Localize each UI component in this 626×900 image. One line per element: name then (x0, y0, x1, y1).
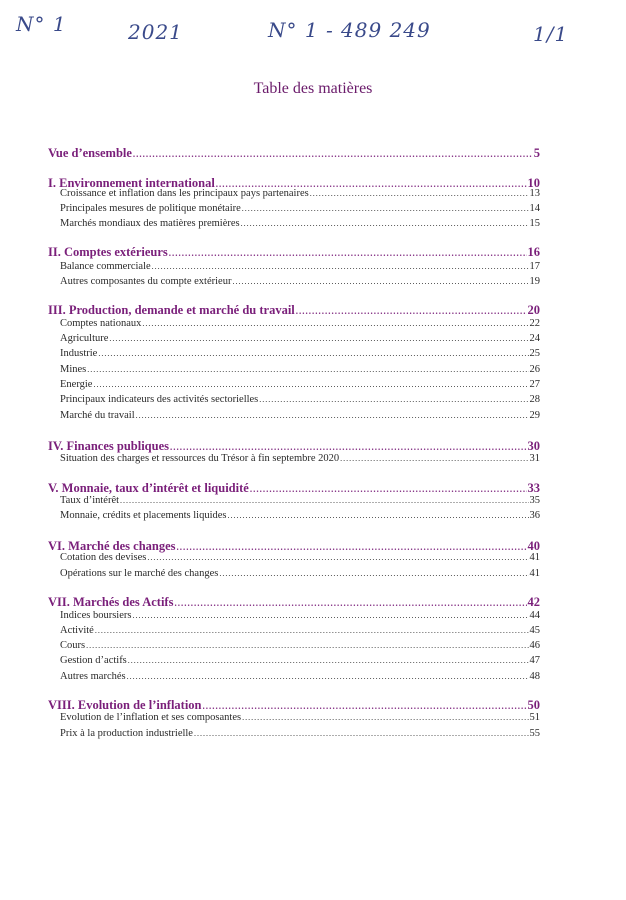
leader-dots (194, 729, 529, 738)
toc-subsection-entry (60, 453, 540, 464)
toc-subsection-entry (60, 552, 540, 563)
toc-subsection-entry (60, 348, 540, 359)
leader-dots (228, 511, 529, 520)
toc-subsection-entry (60, 261, 540, 272)
toc-entry-label: Autres composantes du compte extérieur (60, 276, 232, 287)
toc-entry-page: 33 (527, 481, 540, 495)
toc-subsection-entry (60, 203, 540, 214)
leader-dots (133, 149, 533, 159)
leader-dots (219, 569, 528, 578)
leader-dots (232, 277, 528, 286)
handwritten-reference: N° 1 - 489 249 (268, 18, 431, 42)
page-title: Table des matières (253, 80, 373, 97)
toc-entry-label: Cotation des devises (60, 552, 147, 563)
toc-entry-label: Prix à la production industrielle (60, 728, 193, 739)
toc-entry-label: Marchés mondiaux des matières premières (60, 218, 240, 229)
toc-entry-page: 25 (529, 348, 540, 359)
toc-entry-label: Indices boursiers (60, 610, 132, 621)
toc-entry-page: 16 (527, 245, 540, 259)
toc-entry-page: 41 (529, 568, 540, 579)
toc-entry-label: Autres marchés (60, 671, 126, 682)
leader-dots (310, 189, 529, 198)
leader-dots (203, 701, 527, 711)
leader-dots (241, 219, 529, 228)
toc-subsection-entry (60, 276, 540, 287)
toc-entry-page: 36 (529, 510, 540, 521)
toc-subsection-entry (60, 410, 540, 421)
toc-entry-label: Industrie (60, 348, 98, 359)
toc-section-entry (48, 245, 540, 260)
toc-entry-page: 47 (529, 655, 540, 666)
toc-entry-page: 45 (529, 625, 540, 636)
toc-entry-page: 42 (527, 595, 540, 609)
toc-entry-label: Monnaie, crédits et placements liquides (60, 510, 227, 521)
toc-entry-page: 5 (533, 146, 540, 160)
leader-dots (169, 248, 527, 258)
toc-entry-label: Balance commerciale (60, 261, 151, 272)
toc-entry-page: 10 (527, 176, 540, 190)
toc-entry-label: Mines (60, 364, 87, 375)
leader-dots (86, 641, 528, 650)
toc-entry-label: III. Production, demande et marché du travail (48, 303, 295, 317)
leader-dots (242, 204, 529, 213)
toc-entry-label: Croissance et inflation dans les principaux pays partenaires (60, 188, 309, 199)
leader-dots (132, 611, 528, 620)
toc-subsection-entry (60, 510, 540, 521)
toc-entry-label: VII. Marchés des Actifs (48, 595, 174, 609)
toc-entry-label: Taux d’intérêt (60, 495, 120, 506)
toc-entry-page: 35 (529, 495, 540, 506)
leader-dots (93, 380, 528, 389)
toc-entry-page: 14 (529, 203, 540, 214)
toc-entry-label: I. Environnement international (48, 176, 215, 190)
leader-dots (296, 306, 527, 316)
toc-entry-label: Opérations sur le marché des changes (60, 568, 219, 579)
toc-entry-label: Marché du travail (60, 410, 135, 421)
toc-entry-label: Evolution de l’inflation et ses composantes (60, 712, 242, 723)
leader-dots (174, 598, 526, 608)
toc-entry-page: 55 (529, 728, 540, 739)
toc-subsection-entry (60, 379, 540, 390)
leader-dots (128, 656, 529, 665)
leader-dots (87, 365, 528, 374)
leader-dots (259, 395, 528, 404)
toc-entry-page: 13 (529, 188, 540, 199)
toc-subsection-entry (60, 640, 540, 651)
leader-dots (242, 713, 528, 722)
leader-dots (147, 553, 528, 562)
leader-dots (152, 262, 529, 271)
toc-entry-label: Agriculture (60, 333, 109, 344)
leader-dots (127, 672, 529, 681)
leader-dots (95, 626, 529, 635)
toc-section-entry (48, 439, 540, 454)
toc-entry-label: Principales mesures de politique monétaire (60, 203, 241, 214)
toc-entry-page: 46 (529, 640, 540, 651)
toc-entry-page: 41 (529, 552, 540, 563)
toc-entry-page: 28 (529, 394, 540, 405)
toc-subsection-entry (60, 728, 540, 739)
toc-entry-label: Vue d’ensemble (48, 146, 132, 160)
leader-dots (177, 542, 527, 552)
toc-entry-page: 48 (529, 671, 540, 682)
toc-subsection-entry (60, 568, 540, 579)
leader-dots (170, 442, 527, 452)
leader-dots (340, 454, 528, 463)
toc-section-entry (48, 698, 540, 713)
leader-dots (136, 411, 529, 420)
toc-entry-page: 20 (527, 303, 540, 317)
toc-entry-page: 50 (527, 698, 540, 712)
toc-entry-label: VI. Marché des changes (48, 539, 176, 553)
toc-entry-page: 26 (529, 364, 540, 375)
toc-section-entry (48, 146, 540, 161)
leader-dots (98, 349, 528, 358)
handwritten-page-count: 1/1 (533, 22, 569, 46)
toc-subsection-entry (60, 333, 540, 344)
toc-entry-page: 30 (527, 439, 540, 453)
toc-subsection-entry (60, 671, 540, 682)
toc-entry-page: 19 (529, 276, 540, 287)
toc-entry-page: 51 (529, 712, 540, 723)
toc-subsection-entry (60, 364, 540, 375)
toc-subsection-entry (60, 188, 540, 199)
toc-entry-label: Activité (60, 625, 94, 636)
toc-entry-page: 44 (529, 610, 540, 621)
toc-entry-page: 22 (529, 318, 540, 329)
leader-dots (142, 319, 528, 328)
leader-dots (120, 496, 528, 505)
toc-subsection-entry (60, 495, 540, 506)
toc-section-entry (48, 481, 540, 496)
toc-entry-page: 15 (529, 218, 540, 229)
toc-entry-label: Principaux indicateurs des activités sectorielles (60, 394, 259, 405)
toc-subsection-entry (60, 218, 540, 229)
toc-subsection-entry (60, 712, 540, 723)
toc-section-entry (48, 303, 540, 318)
leader-dots (109, 334, 528, 343)
toc-entry-page: 31 (529, 453, 540, 464)
toc-entry-label: Energie (60, 379, 93, 390)
handwritten-year: 2021 (128, 20, 183, 44)
toc-entry-label: Situation des charges et ressources du Trésor à fin septembre 2020 (60, 453, 340, 464)
toc-entry-label: Cours (60, 640, 86, 651)
leader-dots (250, 484, 527, 494)
toc-entry-page: 24 (529, 333, 540, 344)
toc-entry-label: Gestion d’actifs (60, 655, 127, 666)
toc-subsection-entry (60, 610, 540, 621)
toc-subsection-entry (60, 318, 540, 329)
toc-entry-page: 27 (529, 379, 540, 390)
toc-entry-page: 29 (529, 410, 540, 421)
toc-section-entry (48, 595, 540, 610)
toc-subsection-entry (60, 625, 540, 636)
toc-entry-label: II. Comptes extérieurs (48, 245, 168, 259)
toc-entry-page: 40 (527, 539, 540, 553)
toc-entry-page: 17 (529, 261, 540, 272)
toc-entry-label: VIII. Evolution de l’inflation (48, 698, 202, 712)
toc-entry-label: IV. Finances publiques (48, 439, 169, 453)
toc-entry-label: V. Monnaie, taux d’intérêt et liquidité (48, 481, 249, 495)
handwritten-number: N° 1 (16, 12, 67, 36)
toc-subsection-entry (60, 655, 540, 666)
toc-entry-label: Comptes nationaux (60, 318, 142, 329)
toc-subsection-entry (60, 394, 540, 405)
